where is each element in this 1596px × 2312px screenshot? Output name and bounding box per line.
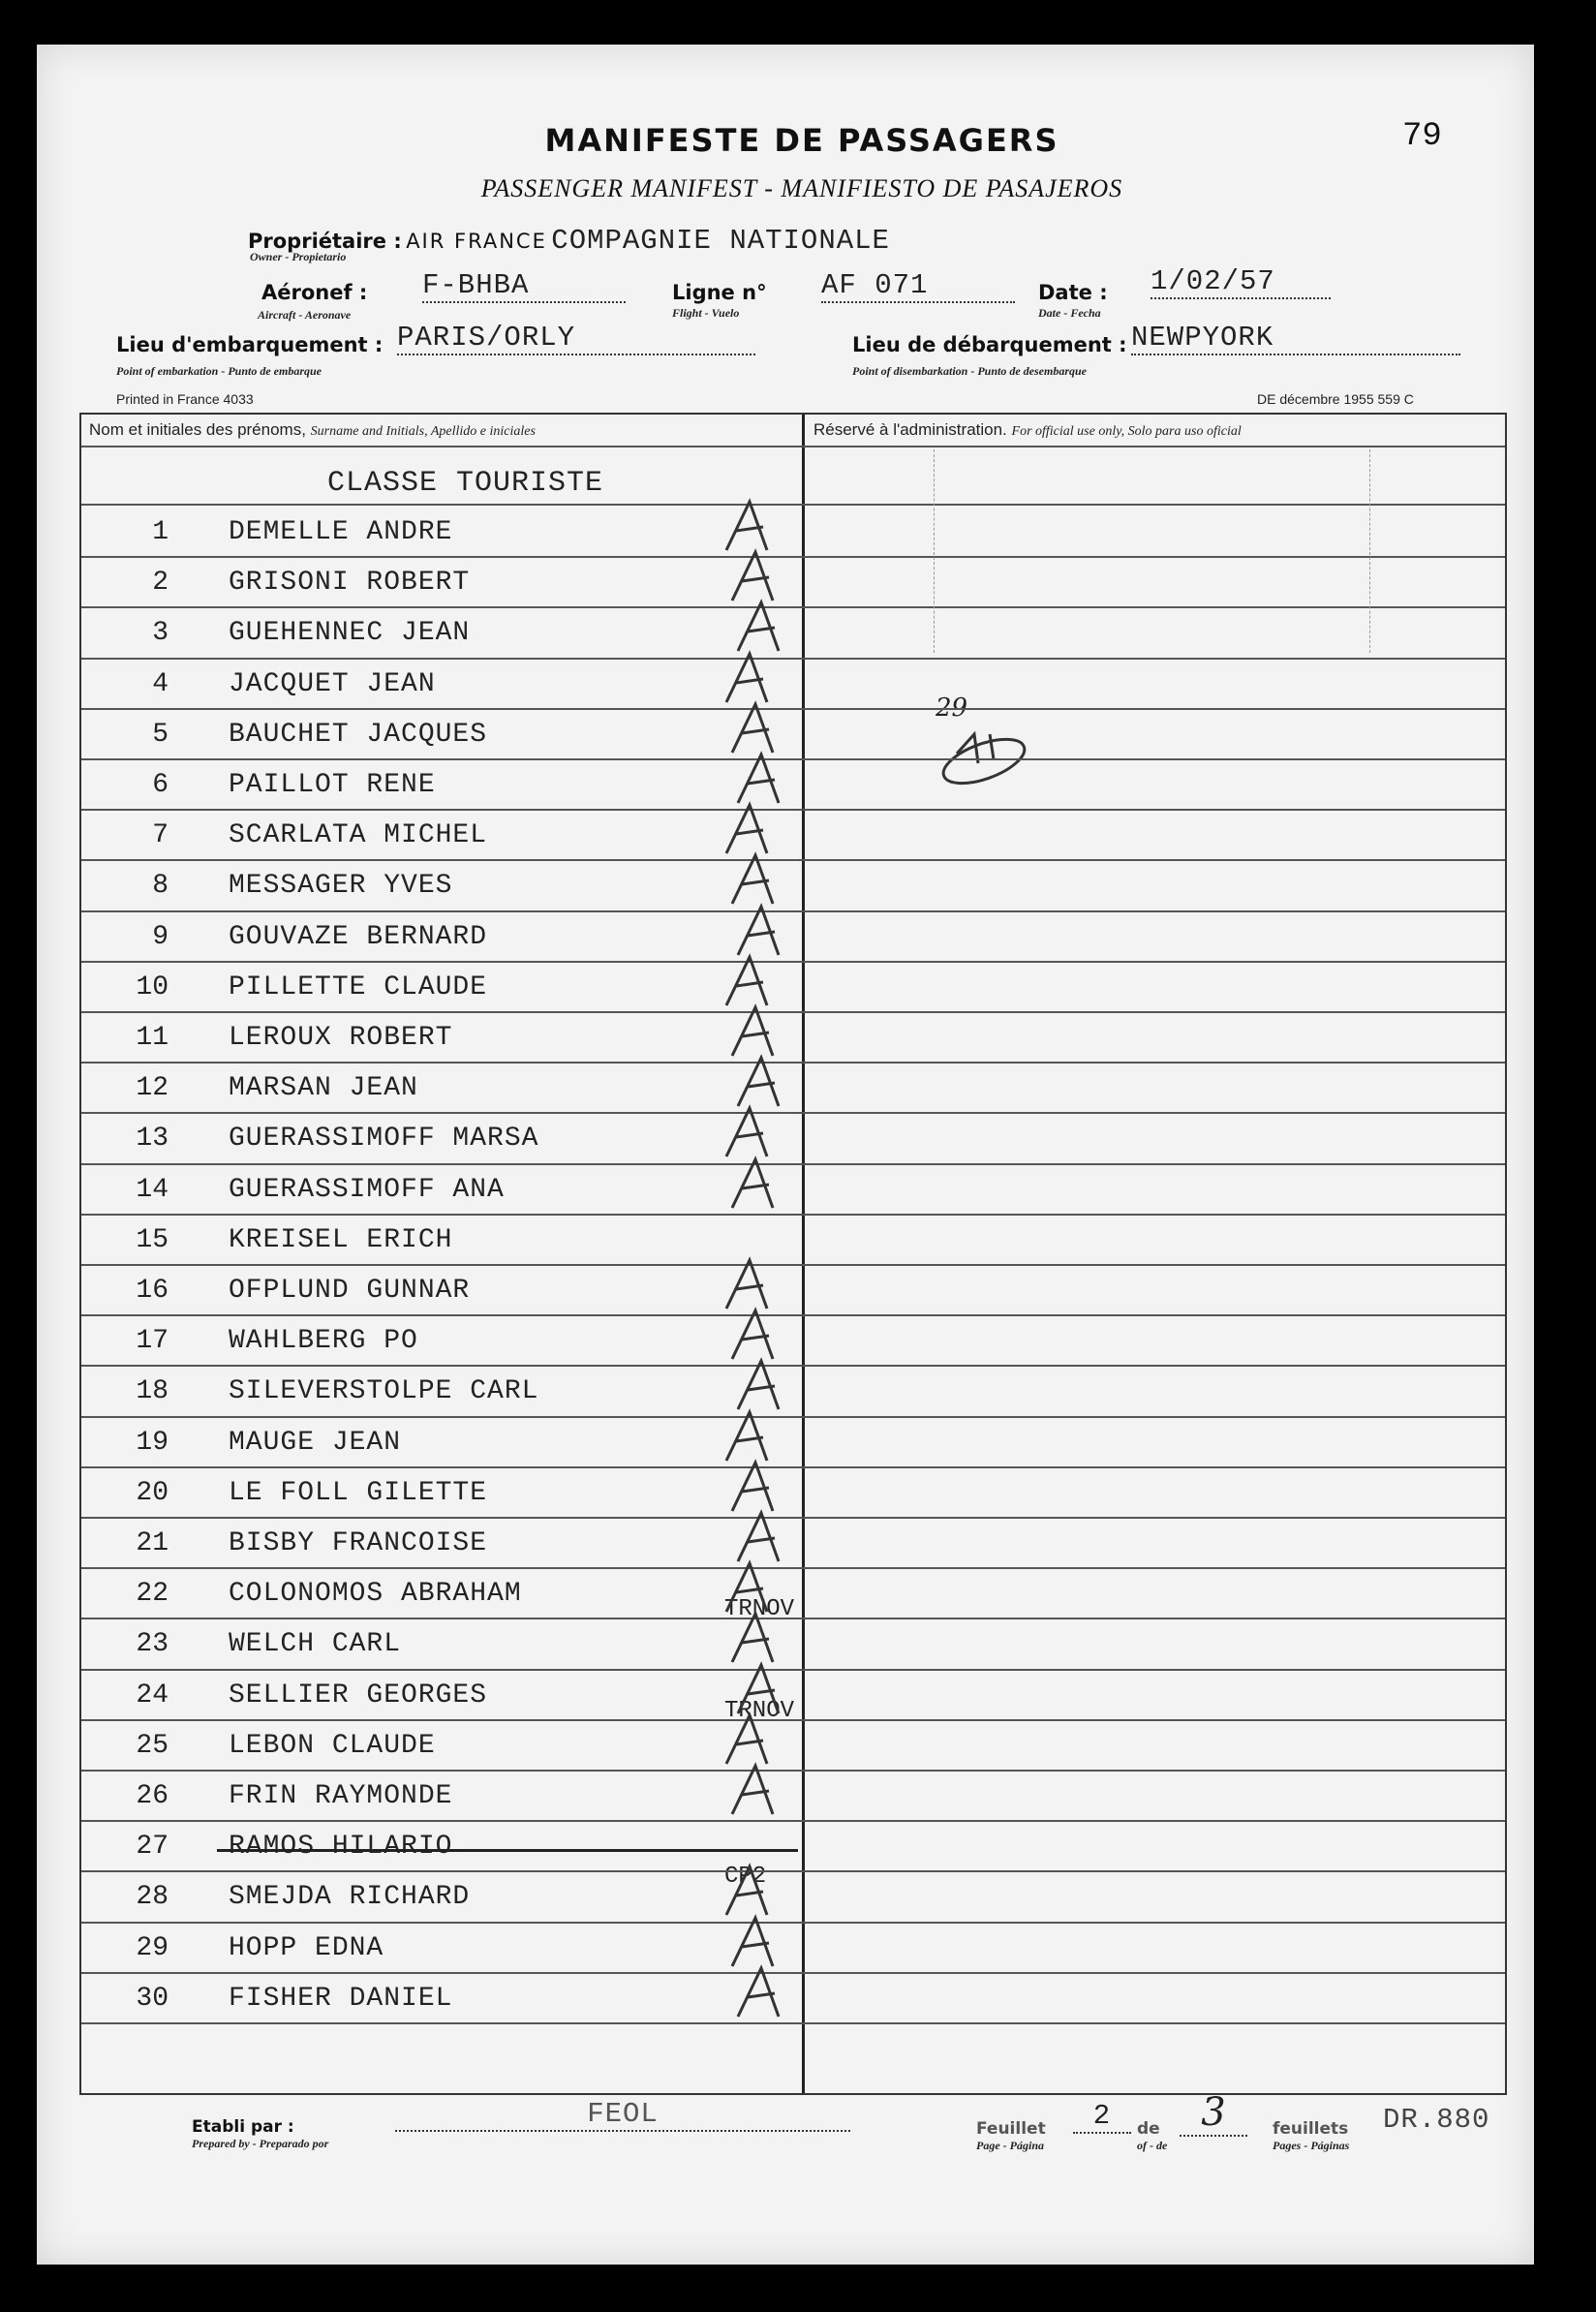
passenger-table [79,413,1507,2095]
row-rule [81,1466,1505,1468]
prepared-value: FEOL [395,2098,850,2132]
row-rule [81,606,1505,608]
header-rule [81,446,1505,447]
flight-label: Ligne n° [672,281,767,304]
row-number: 29 [136,1932,169,1963]
row-number: 15 [136,1224,169,1255]
row-rule [81,859,1505,861]
row-number: 27 [136,1832,169,1863]
passenger-name: GUERASSIMOFF ANA [229,1174,505,1205]
passenger-name: DEMELLE ANDRE [229,517,453,547]
sheet-label: Feuillet [976,2119,1046,2139]
table-row [81,1320,802,1371]
passenger-name: MAUGE JEAN [229,1427,402,1458]
row-rule [81,1870,1505,1872]
row-rule [81,708,1505,710]
disembark-label: Lieu de débarquement : [852,333,1127,356]
row-number: 23 [136,1629,169,1660]
note-row-24: TRNOV [724,1698,795,1724]
owner-label: Propriétaire : [248,230,402,253]
embark-sublabel: Point of embarkation - Punto de embarque [116,364,322,378]
column-header-official-translation: For official use only, Solo para uso oficial [1011,424,1242,439]
printed-note: Printed in France 4033 [116,391,254,407]
sheet-number [976,2119,1046,2153]
table-row [81,1270,802,1320]
row-number: 13 [136,1124,169,1155]
date-label: Date : [1038,281,1108,304]
sheets-label: feuillets [1273,2119,1349,2139]
aircraft-value: F-BHBA [422,269,626,303]
row-rule [81,1416,1505,1418]
row-rule [81,1820,1505,1822]
row-rule [81,1214,1505,1216]
row-number: 20 [136,1477,169,1508]
row-rule [81,1264,1505,1266]
table-row [81,562,802,612]
disembark-value: NEWPYORK [1131,322,1460,355]
passenger-name: HOPP EDNA [229,1932,384,1963]
row-rule [81,1770,1505,1772]
passenger-name: GUERASSIMOFF MARSA [229,1124,539,1155]
passenger-name: LEBON CLAUDE [229,1730,436,1761]
prepared-by [192,2117,328,2151]
row-number: 30 [136,1983,169,2014]
note-row-27: CP2 [724,1864,767,1890]
passenger-name: BAUCHET JACQUES [229,719,488,750]
table-row [81,714,802,764]
row-number: 28 [136,1882,169,1913]
table-row [81,1219,802,1270]
faint-column-mark [934,449,935,653]
section-heading: CLASSE TOURISTE [327,467,604,500]
row-number: 11 [136,1023,169,1053]
note-row-22: TRNOV [724,1596,795,1622]
owner-typed-value: COMPAGNIE NATIONALE [551,225,890,257]
reference-code: DR.880 [1383,2104,1490,2136]
table-row [81,815,802,865]
date-sublabel: Date - Fecha [1038,306,1101,320]
column-header-official-label: Réservé à l'administration. [813,420,1007,439]
embark-value: PARIS/ORLY [397,322,755,355]
passenger-name: FRIN RAYMONDE [229,1781,453,1811]
row-number: 24 [136,1680,169,1711]
handwritten-check-icon [726,1156,784,1224]
table-row [81,1067,802,1118]
table-row [81,1017,802,1067]
row-rule [81,1062,1505,1064]
table-row [81,1927,802,1978]
row-rule [81,2022,1505,2024]
form-code: DE décembre 1955 559 C [1257,391,1414,407]
passenger-name: WAHLBERG PO [229,1326,418,1357]
row-rule [81,758,1505,760]
row-rule [81,658,1505,660]
aircraft-label: Aéronef : [261,281,368,304]
column-divider [802,415,805,2093]
table-row [81,1118,802,1168]
row-number: 16 [136,1276,169,1306]
flight-value: AF 071 [821,269,1015,303]
passenger-name: RAMOS HILARIO [229,1832,453,1863]
table-row [81,1523,802,1573]
table-row [81,1169,802,1219]
column-header-names-label: Nom et initiales des prénoms, [89,420,306,439]
row-rule [81,504,1505,506]
table-row [81,1675,802,1725]
table-row [81,916,802,967]
flight-sublabel: Flight - Vuelo [672,306,740,320]
row-number: 8 [152,871,169,902]
passenger-name: PAILLOT RENE [229,770,436,800]
sheet-sublabel: Page - Página [976,2139,1044,2152]
passenger-name: PILLETTE CLAUDE [229,971,488,1002]
strikethrough-line [217,1849,798,1852]
passenger-name: SMEJDA RICHARD [229,1882,471,1913]
table-row [81,511,802,562]
row-rule [81,1314,1505,1316]
row-number: 9 [152,921,169,952]
passenger-name: SCARLATA MICHEL [229,820,488,851]
row-number: 5 [152,719,169,750]
of-sublabel: of - de [1137,2139,1168,2152]
page-number: 79 [1402,118,1442,155]
passenger-name: GUEHENNEC JEAN [229,618,471,649]
row-rule [81,1922,1505,1924]
of-label: de [1137,2119,1160,2139]
passenger-name: GRISONI ROBERT [229,568,471,599]
passenger-name: MARSAN JEAN [229,1073,418,1104]
row-number: 3 [152,618,169,649]
sheets-total [1273,2119,1349,2153]
passenger-name: SILEVERSTOLPE CARL [229,1376,539,1407]
passenger-name: LEROUX ROBERT [229,1023,453,1053]
handwritten-check-icon [726,1762,784,1831]
column-header-names-translation: Surname and Initials, Apellido e iniciales [310,424,536,439]
row-number: 14 [136,1174,169,1205]
row-number: 2 [152,568,169,599]
sheet-value: 2 [1073,2100,1131,2134]
table-row [81,612,802,663]
passenger-name: KREISEL ERICH [229,1224,453,1255]
prepared-sublabel: Prepared by - Preparado por [192,2137,329,2150]
row-number: 1 [152,517,169,547]
faint-column-mark [1369,449,1370,653]
row-number: 7 [152,820,169,851]
handwritten-check-icon [732,1964,790,2033]
row-rule [81,1365,1505,1367]
passenger-name: LE FOLL GILETTE [229,1477,488,1508]
official-scribble-mark [928,724,1044,802]
prepared-label: Etabli par : [192,2117,294,2137]
table-row [81,967,802,1017]
row-number: 12 [136,1073,169,1104]
column-header-names [89,420,536,440]
row-rule [81,1719,1505,1721]
table-row [81,1978,802,2028]
passenger-name: BISBY FRANCOISE [229,1528,488,1558]
row-number: 17 [136,1326,169,1357]
row-rule [81,809,1505,811]
row-rule [81,1011,1505,1013]
manifest-title: MANIFESTE DE PASSAGERS [544,122,1059,159]
table-row [81,1472,802,1523]
row-number: 6 [152,770,169,800]
sheets-total-value: 3 [1180,2090,1247,2137]
row-number: 10 [136,971,169,1002]
passenger-name: OFPLUND GUNNAR [229,1276,471,1306]
table-row [81,1725,802,1775]
sheet-of [1137,2119,1167,2153]
disembark-sublabel: Point of disembarkation - Punto de desembarque [852,364,1088,378]
manifest-subtitle: PASSENGER MANIFEST - MANIFIESTO DE PASAJEROS [480,174,1123,202]
row-number: 4 [152,668,169,699]
row-number: 19 [136,1427,169,1458]
table-row [81,1876,802,1927]
owner-sublabel: Owner - Propietario [250,250,347,263]
table-row [81,1422,802,1472]
row-rule [81,1972,1505,1974]
row-number: 25 [136,1730,169,1761]
row-rule [81,1669,1505,1671]
row-number: 18 [136,1376,169,1407]
table-row [81,865,802,915]
row-rule [81,961,1505,963]
date-value: 1/02/57 [1151,265,1331,299]
passenger-name: COLONOMOS ABRAHAM [229,1579,522,1610]
row-number: 26 [136,1781,169,1811]
table-row [81,1775,802,1826]
table-row [81,764,802,815]
passenger-name: FISHER DANIEL [229,1983,453,2014]
table-row [81,663,802,714]
column-header-official [813,420,1242,440]
sheets-sublabel: Pages - Páginas [1273,2139,1350,2152]
row-rule [81,1163,1505,1165]
row-rule [81,1618,1505,1619]
embark-label: Lieu d'embarquement : [116,333,384,356]
passenger-name: WELCH CARL [229,1629,402,1660]
table-row [81,1371,802,1421]
aircraft-sublabel: Aircraft - Aeronave [258,308,352,322]
owner-printed-value: AIR FRANCE [406,230,547,253]
passenger-name: GOUVAZE BERNARD [229,921,488,952]
official-mark-number: 29 [936,694,968,723]
table-row [81,1623,802,1674]
passenger-name: SELLIER GEORGES [229,1680,488,1711]
table-row [81,1573,802,1623]
passenger-name: MESSAGER YVES [229,871,453,902]
manifest-sheet [37,45,1534,2265]
row-rule [81,910,1505,912]
row-rule [81,556,1505,558]
row-rule [81,1567,1505,1569]
passenger-name: JACQUET JEAN [229,668,436,699]
row-rule [81,1517,1505,1519]
row-rule [81,1112,1505,1114]
row-number: 21 [136,1528,169,1558]
row-number: 22 [136,1579,169,1610]
